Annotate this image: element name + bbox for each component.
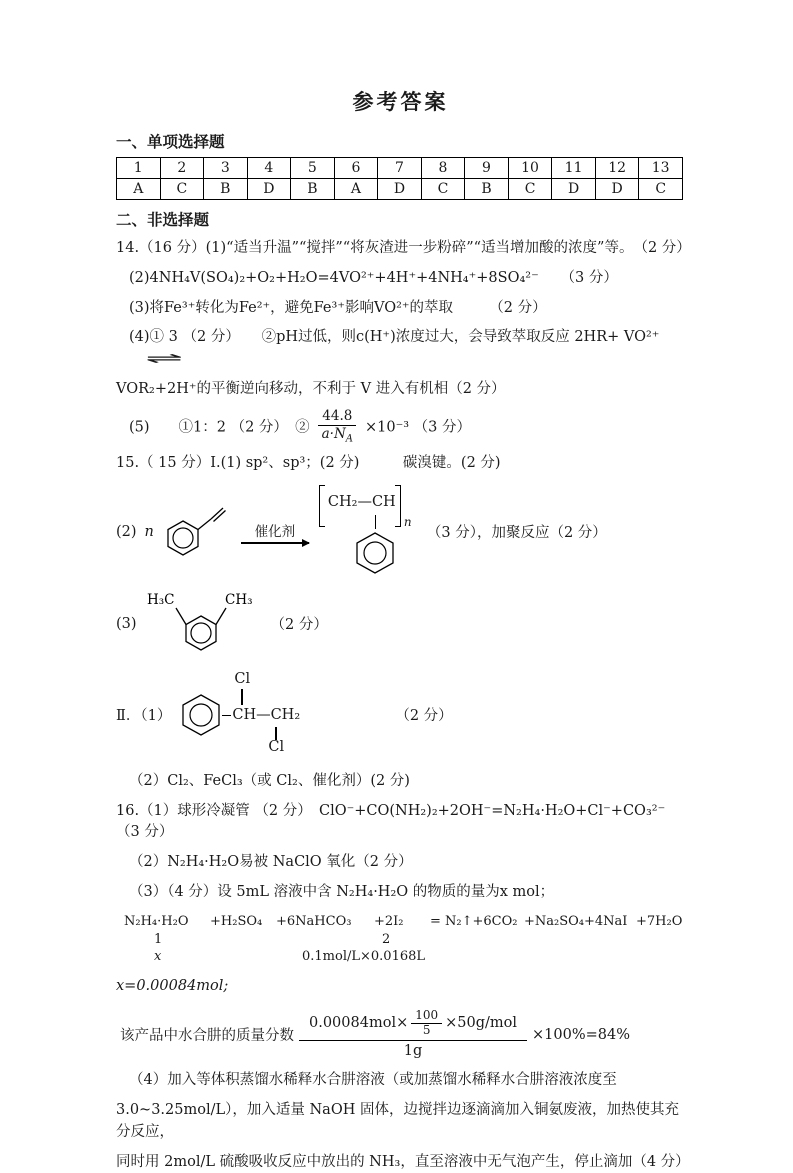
answer-number-cell: 13	[639, 158, 683, 179]
svg-text:H₃C: H₃C	[146, 591, 175, 608]
eq-term: N₂H₄·H₂O	[124, 913, 189, 929]
q16-line5: （4）加入等体积蒸馏水稀释水合肼溶液（或加蒸馏水稀释水合肼溶液浓度至	[129, 1072, 617, 1089]
eq-mole-ratio: 1	[154, 931, 163, 947]
fraction-numerator: 0.00084mol× $\frac{100}{5}$ ×50g/mol	[299, 1009, 527, 1041]
q15-part3-prefix: (3)	[116, 615, 137, 632]
eq-amount: 0.1mol/L×0.0168L	[302, 948, 426, 964]
eq-term: = N₂↑+6CO₂	[430, 913, 518, 929]
bond-line	[222, 715, 231, 716]
polystyrene-repeat-unit	[319, 485, 421, 579]
answer-letter-cell: B	[204, 179, 248, 200]
q15-part4-prefix: Ⅱ．（1）	[116, 708, 172, 725]
q16-line3: （3）（4 分）设 5mL 溶液中含 N₂H₄·H₂O 的物质的量为x mol；	[129, 883, 555, 900]
eq-mole-ratio: 2	[382, 931, 391, 947]
q14-frac-multiplier: ×10⁻³	[364, 418, 410, 435]
answer-number-cell: 10	[508, 158, 552, 179]
equilibrium-arrow-icon: ⇌	[145, 351, 183, 367]
q16-line7: 同时用 2mol/L 硫酸吸收反应中放出的 NH₃，直至溶液中无气泡产生，停止滴加（4 分）	[116, 1153, 690, 1170]
mass-fraction-value	[299, 1009, 527, 1060]
polymer-bracket-right	[395, 485, 401, 527]
answer-number-cell: 7	[378, 158, 422, 179]
bond-line	[375, 515, 376, 529]
eq-unknown: x	[154, 948, 162, 964]
q15-part4	[116, 669, 685, 761]
q15-part2	[116, 485, 685, 579]
answer-letter-cell: D	[595, 179, 639, 200]
mass-fraction-result: ×100%=84%	[532, 1026, 631, 1043]
q15-part3-suffix: （2 分）	[270, 617, 328, 634]
q14-line3: (3)将Fe³⁺转化为Fe²⁺，避免Fe³⁺影响VO²⁺的萃取 （2 分）	[129, 299, 547, 316]
m-xylene-structure	[145, 589, 257, 659]
q14-line6-score: （3 分）	[413, 418, 471, 435]
answer-number-cell: 5	[291, 158, 335, 179]
answer-letter-cell: C	[508, 179, 552, 200]
benzene-ring	[179, 691, 223, 739]
fraction-numerator: 44.8	[318, 409, 356, 427]
answer-number-cell: 2	[160, 158, 204, 179]
q15-part2-prefix: (2)	[116, 523, 137, 540]
q14-line6-prefix: (5) ①1：2 （2 分） ②	[129, 418, 310, 435]
answer-letter-cell: B	[465, 179, 509, 200]
answer-letter-cell: D	[552, 179, 596, 200]
answer-letter-cell: C	[160, 179, 204, 200]
q14-line4	[116, 327, 685, 371]
q14-line4-text: (4)① 3 （2 分） ②pH过低，则c(H⁺)浓度过大，会导致萃取反应 2HR+ VO²⁺	[129, 329, 660, 346]
monomer-coefficient: n	[144, 523, 154, 540]
q14-line6	[116, 409, 685, 446]
polymer-backbone: CH₂—CH	[327, 493, 396, 510]
answer-number-cell: 3	[204, 158, 248, 179]
svg-text:CH₃: CH₃	[224, 591, 253, 608]
reaction-arrow	[241, 520, 309, 543]
q14-line1: 14.（16 分）(1)“适当升温”“搅拌”“将灰渣进一步粉碎”“适当增加酸的浓度”等。 （2 分）	[116, 240, 691, 256]
eq-term: +7H₂O	[636, 913, 683, 929]
page-title: 参考答案	[352, 89, 449, 114]
bond-line	[241, 689, 242, 705]
q16-line1: 16.（1）球形冷凝管 （2 分） ClO⁻+CO(NH₂)₂+2OH⁻=N₂H₄·H₂O+Cl⁻+CO₃²⁻ （3 分）	[116, 802, 666, 841]
answer-letter-cell: D	[378, 179, 422, 200]
answer-letter-cell: D	[247, 179, 291, 200]
mass-fraction-label: 该产品中水合肼的质量分数	[120, 1028, 294, 1045]
q15-part3	[116, 589, 685, 659]
q15-line1: 15.（ 15 分）Ⅰ.(1) sp²、sp³；(2 分) 碳溴键。(2 分)	[116, 455, 501, 472]
q16-mass-fraction-formula	[120, 1009, 685, 1060]
answer-table-number-row	[117, 158, 683, 179]
answer-number-cell: 6	[334, 158, 378, 179]
q14-line2: (2)4NH₄V(SO₄)₂+O₂+H₂O=4VO²⁺+4H⁺+4NH₄⁺+8SO₄²⁻ （3 分）	[129, 269, 618, 286]
answer-number-cell: 8	[421, 158, 465, 179]
answer-table-answer-row	[117, 179, 683, 200]
catalyst-label: 催化剂	[254, 524, 296, 541]
q16-line2: （2）N₂H₄·H₂O易被 NaClO 氧化（2 分）	[129, 854, 413, 871]
answer-letter-cell: A	[117, 179, 161, 200]
eq-term: +2I₂	[374, 913, 404, 929]
answer-number-cell: 12	[595, 158, 639, 179]
answer-table	[116, 157, 683, 200]
answer-number-cell: 11	[552, 158, 596, 179]
q15-part4-suffix: （2 分）	[395, 708, 453, 725]
q16-line6: 3.0~3.25mol/L），加入适量 NaOH 固体，边搅拌边逐滴滴加入铜氨废液，加热使其充分反应，	[116, 1102, 679, 1140]
q16-line4: x=0.00084mol;	[116, 977, 229, 994]
answer-letter-cell: C	[639, 179, 683, 200]
chlorine-top-label: Cl	[234, 670, 251, 687]
benzene-ring	[353, 529, 397, 577]
arrow-line	[241, 542, 309, 543]
q14-line5: VOR₂+2H⁺的平衡逆向移动，不利于 V 进入有机相（2 分）	[116, 380, 506, 397]
fraction-denominator: $a\cdot N_A$	[321, 426, 354, 445]
carbon-chain: CH—CH₂	[232, 706, 301, 723]
eq-term: +H₂SO₄	[210, 913, 263, 929]
eq-term: +6NaHCO₃	[276, 913, 352, 929]
q15-part2-suffix: （3 分），加聚反应（2 分）	[426, 525, 607, 542]
polymer-subscript-n: n	[403, 514, 412, 529]
polymer-bracket-left	[319, 485, 325, 527]
inner-fraction: $\frac{100}{5}$	[411, 1009, 442, 1038]
q16-stoichiometry	[124, 914, 685, 968]
answer-letter-cell: B	[291, 179, 335, 200]
answer-letter-cell: A	[334, 179, 378, 200]
answer-number-cell: 1	[117, 158, 161, 179]
section1-heading: 一、单项选择题	[116, 132, 225, 151]
dichloro-structure	[179, 669, 331, 761]
chlorine-bottom-label: Cl	[268, 738, 285, 755]
fraction-denominator: 1g	[403, 1043, 423, 1060]
answer-letter-cell: C	[421, 179, 465, 200]
styrene-structure	[157, 502, 231, 562]
section2-heading: 二、非选择题	[116, 210, 210, 229]
eq-term: +Na₂SO₄+4NaI	[524, 913, 628, 929]
answer-number-cell: 4	[247, 158, 291, 179]
q14-volume-fraction	[318, 409, 356, 446]
q15-line5: （2）Cl₂、FeCl₃（或 Cl₂、催化剂）(2 分)	[129, 772, 410, 789]
answer-number-cell: 9	[465, 158, 509, 179]
